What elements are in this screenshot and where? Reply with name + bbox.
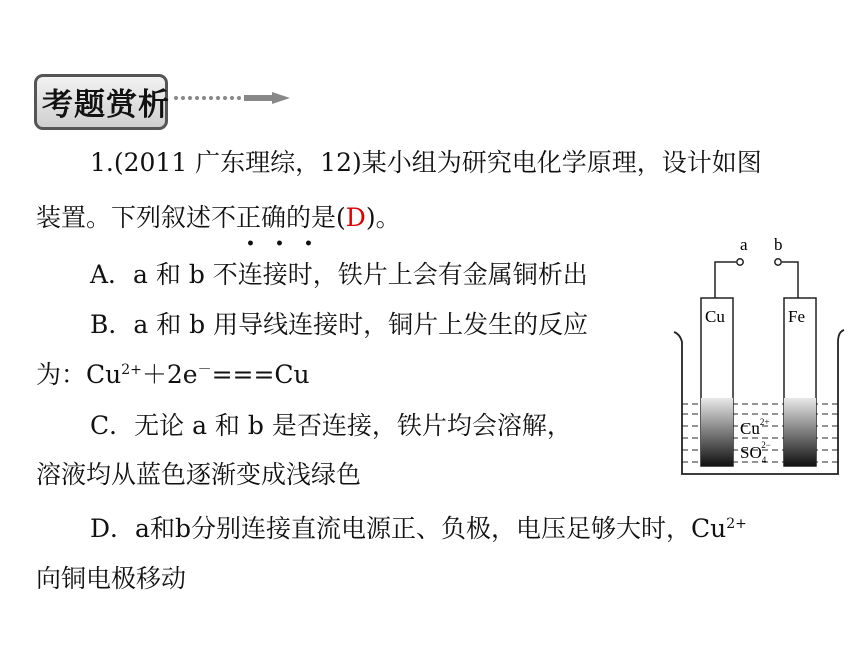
question-stem-line2 bbox=[36, 205, 401, 230]
ion-copper bbox=[740, 417, 769, 438]
copper-electrode-submerged bbox=[701, 398, 733, 466]
ion-sulfate-charge: 2− bbox=[761, 440, 771, 450]
ion-sulfate-subscript: 4 bbox=[761, 455, 767, 465]
option-c-line1: C．无论 a 和 b 是否连接，铁片均会溶解， bbox=[90, 411, 572, 440]
option-b-text-pre: 为：Cu bbox=[36, 360, 122, 389]
answer-letter: D bbox=[345, 203, 366, 232]
wire-b bbox=[782, 262, 798, 298]
option-d-charge: 2+ bbox=[726, 516, 747, 532]
terminal-a-icon bbox=[737, 259, 743, 265]
emphasis-dot: • bbox=[246, 236, 255, 252]
ion-sulfate bbox=[740, 440, 771, 465]
option-b-line1: B．a 和 b 用导线连接时，铜片上发生的反应 bbox=[90, 310, 589, 339]
terminal-b-icon bbox=[775, 259, 781, 265]
terminal-a-label: a bbox=[740, 235, 748, 254]
stem-emphasis: 不正确 bbox=[211, 203, 287, 232]
emphasis-dot: • bbox=[275, 236, 284, 252]
copper-label: Cu bbox=[705, 307, 725, 326]
ion-copper-charge: 2+ bbox=[759, 417, 770, 427]
stem-prefix: 装置。下列叙述 bbox=[36, 203, 212, 232]
question-stem-line1: 1.(2011 广东理综，12)某小组为研究电化学原理，设计如图 bbox=[90, 148, 762, 177]
option-b-text-post: ===Cu bbox=[211, 360, 310, 389]
ion-sulfate-symbol: SO bbox=[740, 443, 762, 462]
option-b-charge: 2+ bbox=[121, 362, 142, 378]
option-b-line2 bbox=[36, 362, 310, 387]
option-d-line1 bbox=[90, 516, 747, 541]
option-a: A．a 和 b 不连接时，铁片上会有金属铜析出 bbox=[90, 260, 588, 289]
option-d-line2: 向铜电极移动 bbox=[36, 564, 187, 593]
emphasis-dot: • bbox=[304, 236, 313, 252]
dotted-arrow-icon bbox=[172, 92, 290, 104]
section-badge-label: 考题赏析 bbox=[42, 87, 170, 123]
option-b-electron-charge: － bbox=[197, 362, 212, 378]
option-d-text: D．a和b分别连接直流电源正、负极，电压足够大时，Cu bbox=[90, 514, 727, 543]
electrochemical-cell-diagram bbox=[668, 234, 848, 482]
stem-suffix: )。 bbox=[365, 203, 401, 232]
ion-copper-symbol: Cu bbox=[740, 419, 760, 438]
option-c-line2: 溶液均从蓝色逐渐变成浅绿色 bbox=[36, 460, 362, 489]
iron-label: Fe bbox=[788, 307, 805, 326]
stem-mid: 的是( bbox=[286, 203, 346, 232]
wire-a bbox=[715, 262, 736, 298]
iron-electrode-submerged bbox=[784, 398, 816, 466]
option-b-text-mid: ＋2e bbox=[141, 360, 198, 389]
terminal-b-label: b bbox=[774, 235, 783, 254]
